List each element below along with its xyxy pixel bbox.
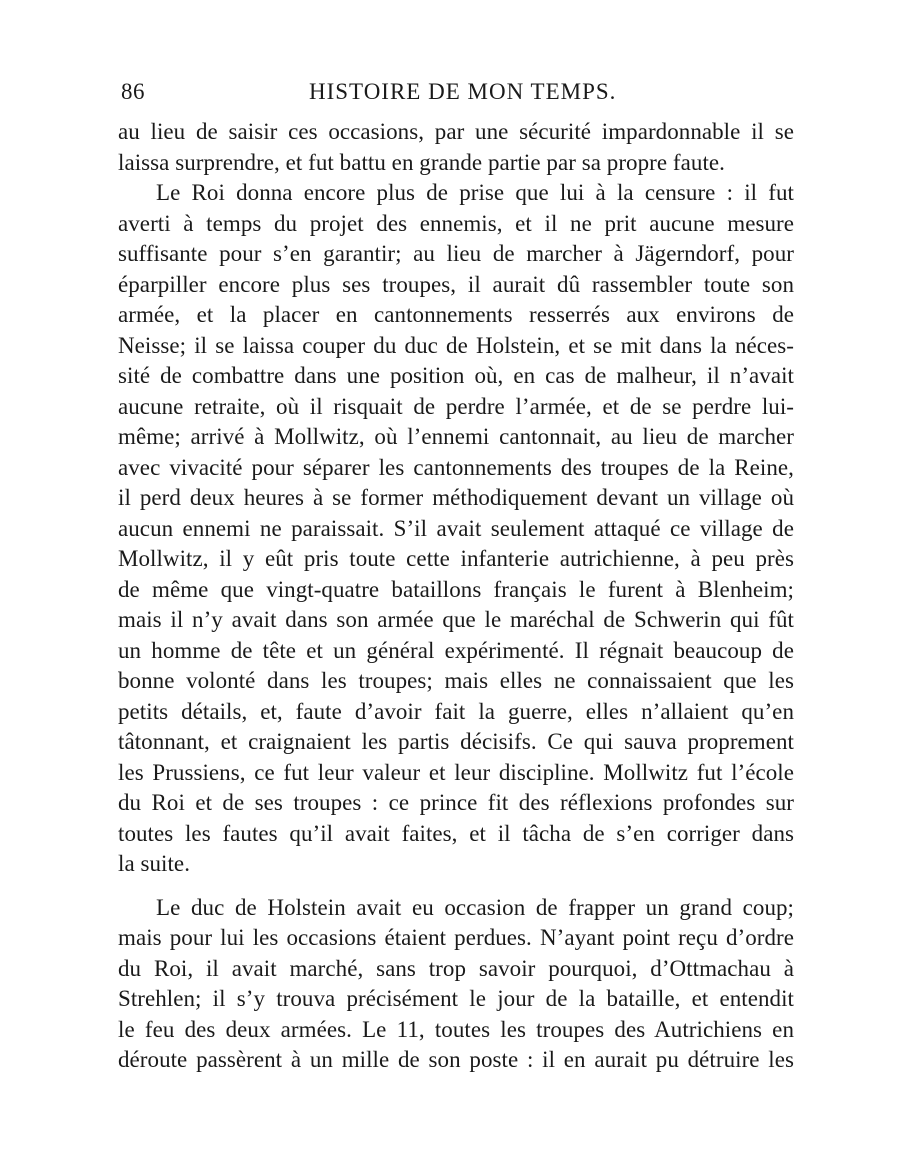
text-line: il perd deux heures à se former méthodiquement devant un village où <box>118 485 794 510</box>
text-line: éparpiller encore plus ses troupes, il aurait dû rassembler toute son <box>118 271 794 297</box>
text-line: petits détails, et, faute d’avoir fait la guerre, elles n’allaient qu’en <box>118 698 794 724</box>
text-line: de même que vingt-quatre bataillons français le furent à Blenheim; <box>118 576 794 602</box>
text-line: sité de combattre dans une position où, en cas de malheur, il n’avait <box>118 363 794 388</box>
running-head <box>118 76 794 108</box>
paragraph-continued <box>118 117 794 178</box>
body-text <box>118 117 794 1076</box>
text-line: toutes les fautes qu’il avait faites, et il tâcha de s’en corriger dans <box>118 820 794 846</box>
running-title: HISTOIRE DE MON TEMPS. <box>309 79 617 104</box>
text-line: suffisante pour s’en garantir; au lieu de marcher à Jägerndorf, pour <box>118 241 794 266</box>
text-line: Neisse; il se laissa couper du duc de Holstein, et se mit dans la néces- <box>118 332 794 358</box>
paragraph-spacer <box>118 880 794 893</box>
text-line: bonne volonté dans les troupes; mais elles ne connaissaient que les <box>118 668 794 693</box>
text-line: aucun ennemi ne paraissait. S’il avait seulement attaqué ce village de <box>118 515 794 541</box>
text-line: le feu des deux armées. Le 11, toutes les troupes des Autrichiens en <box>118 1016 794 1042</box>
text-line: du Roi, il avait marché, sans trop savoir pourquoi, d’Ottmachau à <box>118 955 794 981</box>
text-line: Mollwitz, il y eût pris toute cette infanterie autrichienne, à peu près <box>118 546 794 571</box>
text-line: Le Roi donna encore plus de prise que lui à la censure : il fut <box>156 180 794 205</box>
text-line: averti à temps du projet des ennemis, et il ne prit aucune mesure <box>118 210 794 236</box>
text-line: un homme de tête et un général expérimenté. Il régnait beaucoup de <box>118 637 794 663</box>
text-line: laissa surprendre, et fut battu en grande partie par sa propre faute. <box>118 149 725 175</box>
text-line: avec vivacité pour séparer les cantonnements des troupes de la Reine, <box>118 454 794 480</box>
text-line: aucune retraite, où il risquait de perdre l’armée, et de se perdre lui- <box>118 393 794 419</box>
text-line: au lieu de saisir ces occasions, par une sécurité impardonnable il se <box>118 119 794 144</box>
text-line: les Prussiens, ce fut leur valeur et leur discipline. Mollwitz fut l’école <box>118 759 794 785</box>
text-line: du Roi et de ses troupes : ce prince fit des réflexions profondes sur <box>118 790 794 815</box>
text-line: Le duc de Holstein avait eu occasion de frapper un grand coup; <box>156 894 794 920</box>
text-line: tâtonnant, et craignaient les partis décisifs. Ce qui sauva proprement <box>118 729 794 754</box>
text-line: même; arrivé à Mollwitz, où l’ennemi cantonnait, au lieu de marcher <box>118 424 794 449</box>
text-line: armée, et la placer en cantonnements resserrés aux environs de <box>118 302 794 327</box>
text-line: mais il n’y avait dans son armée que le maréchal de Schwerin qui fût <box>118 607 794 632</box>
text-line: Strehlen; il s’y trouva précisément le jour de la bataille, et entendit <box>118 986 794 1011</box>
paragraph-holstein <box>118 893 794 1076</box>
text-line: déroute passèrent à un mille de son poste : il en aurait pu détruire les <box>118 1047 794 1072</box>
text-line: mais pour lui les occasions étaient perdues. N’ayant point reçu d’ordre <box>118 925 794 950</box>
page-number: 86 <box>121 79 145 104</box>
text-line: la suite. <box>118 851 190 876</box>
paragraph-king-censure <box>118 178 794 880</box>
